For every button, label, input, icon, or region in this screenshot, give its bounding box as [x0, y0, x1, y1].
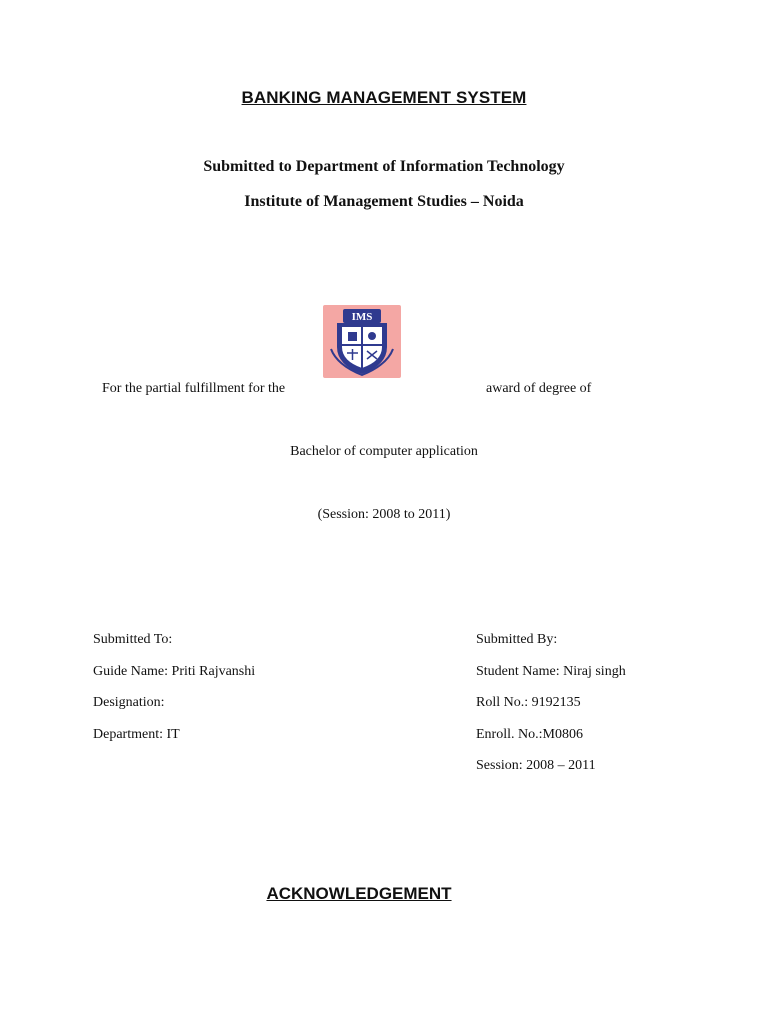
enrollment-number: Enroll. No.:M0806: [476, 727, 583, 742]
document-title: BANKING MANAGEMENT SYSTEM: [241, 88, 527, 107]
session-range: (Session: 2008 to 2011): [317, 507, 451, 522]
institute-logo: [323, 305, 401, 378]
designation: Designation:: [93, 695, 165, 710]
department: Department: IT: [93, 727, 180, 742]
partial-fulfillment-text: For the partial fulfillment for the: [102, 381, 286, 396]
guide-name: Guide Name: Priti Rajvanshi: [93, 664, 256, 679]
logo-text: IMS: [351, 311, 373, 323]
student-session: Session: 2008 – 2011: [476, 758, 596, 773]
award-degree-text: award of degree of: [486, 381, 592, 396]
roll-number: Roll No.: 9192135: [476, 695, 581, 710]
student-name: Student Name: Niraj singh: [476, 664, 626, 679]
ims-crest-icon: [323, 305, 401, 378]
degree-name: Bachelor of computer application: [290, 444, 478, 459]
submitted-to-heading: Submitted To:: [93, 632, 173, 647]
submitted-to-department: Submitted to Department of Information Technology: [203, 158, 565, 175]
acknowledgement-heading: ACKNOWLEDGEMENT: [266, 884, 452, 903]
submitted-by-heading: Submitted By:: [476, 632, 558, 647]
institute-name: Institute of Management Studies – Noida: [244, 193, 524, 210]
